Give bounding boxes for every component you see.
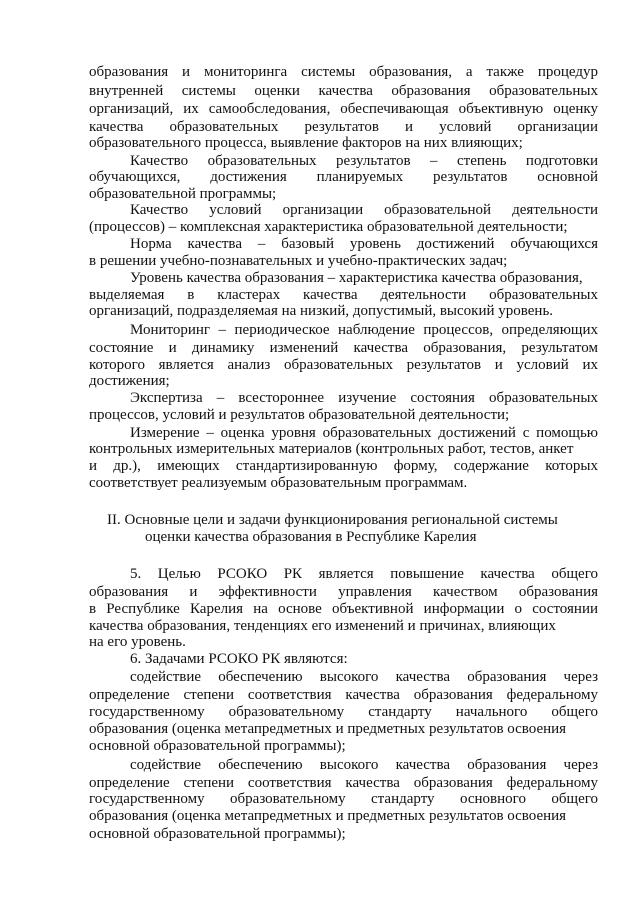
text-line: Качество условий организации образовательной деятельности [130, 202, 598, 218]
text-line: Качество образовательных результатов – степень подготовки [130, 153, 598, 169]
text-line: Норма качества – базовый уровень достижений обучающихся [130, 236, 598, 252]
text-line: контрольных измерительных материалов (контрольных работ, тестов, анкет [89, 441, 574, 457]
text-line: образования (оценка метапредметных и предметных результатов освоения [89, 808, 567, 824]
text-line: в Республике Карелия на основе объективной информации о состоянии [89, 601, 598, 617]
text-line: организаций, подразделяемая на низкий, допустимый, высокий уровень. [89, 303, 554, 319]
text-line: и др.), имеющих стандартизированную форму, содержание которых [89, 458, 598, 474]
text-line: Уровень качества образования – характеристика качества образования, [130, 270, 583, 286]
text-line: выделяемая в кластерах качества деятельности образовательных [89, 287, 598, 303]
text-line: на его уровень. [89, 634, 186, 650]
text-line: внутренней системы оценки качества образования образовательных [89, 83, 598, 99]
text-line: организаций, их самообследования, обеспечивающая объективную оценку [89, 101, 598, 117]
text-line: качества образования, тенденциях его изменений и причинах, влияющих [89, 618, 556, 634]
text-line: основной образовательной программы); [89, 738, 346, 754]
text-line: основной образовательной программы); [89, 826, 346, 842]
text-line: определение степени соответствия качества образования федеральному [89, 687, 598, 703]
text-line: содействие обеспечению высокого качества образования через [130, 669, 598, 685]
text-line: соответствует реализуемым образовательным программам. [89, 475, 468, 491]
section-heading: II. Основные цели и задачи функционирования региональной системы [107, 512, 558, 528]
text-line: которого является анализ образовательных результатов и условий их [89, 357, 598, 373]
text-line: состояние и динамику изменений качества образования, результатом [89, 340, 598, 356]
text-line: процессов, условий и результатов образовательной деятельности; [89, 407, 510, 423]
text-line: образовательного процесса, выявление факторов на них влияющих; [89, 135, 523, 151]
text-line: Мониторинг – периодическое наблюдение процессов, определяющих [130, 322, 598, 338]
text-line: государственному образовательному стандарту начального общего [89, 704, 598, 720]
text-line: 6. Задачами РСОКО РК являются: [130, 651, 348, 667]
text-line: качества образовательных результатов и условий организации [89, 119, 598, 135]
text-line: государственному образовательному стандарту основного общего [89, 791, 598, 807]
text-line: образовательной программы; [89, 186, 277, 202]
text-line: обучающихся, достижения планируемых результатов основной [89, 169, 598, 185]
text-line: содействие обеспечению высокого качества образования через [130, 757, 598, 773]
text-line: образования (оценка метапредметных и предметных результатов освоения [89, 721, 567, 737]
text-line: (процессов) – комплексная характеристика образовательной деятельности; [89, 219, 568, 235]
section-heading: оценки качества образования в Республике Карелия [145, 529, 477, 545]
text-line: 5. Целью РСОКО РК является повышение качества общего [130, 566, 598, 582]
text-line: Измерение – оценка уровня образовательных достижений с помощью [130, 425, 598, 441]
text-line: в решении учебно-познавательных и учебно-практических задач; [89, 253, 508, 269]
text-line: Экспертиза – всестороннее изучение состояния образовательных [130, 390, 598, 406]
text-line: образования и эффективности управления качеством образования [89, 584, 598, 600]
text-line: достижения; [89, 373, 170, 389]
text-line: определение степени соответствия качества образования федеральному [89, 775, 598, 791]
text-line: образования и мониторинга системы образования, а также процедур [89, 64, 598, 80]
